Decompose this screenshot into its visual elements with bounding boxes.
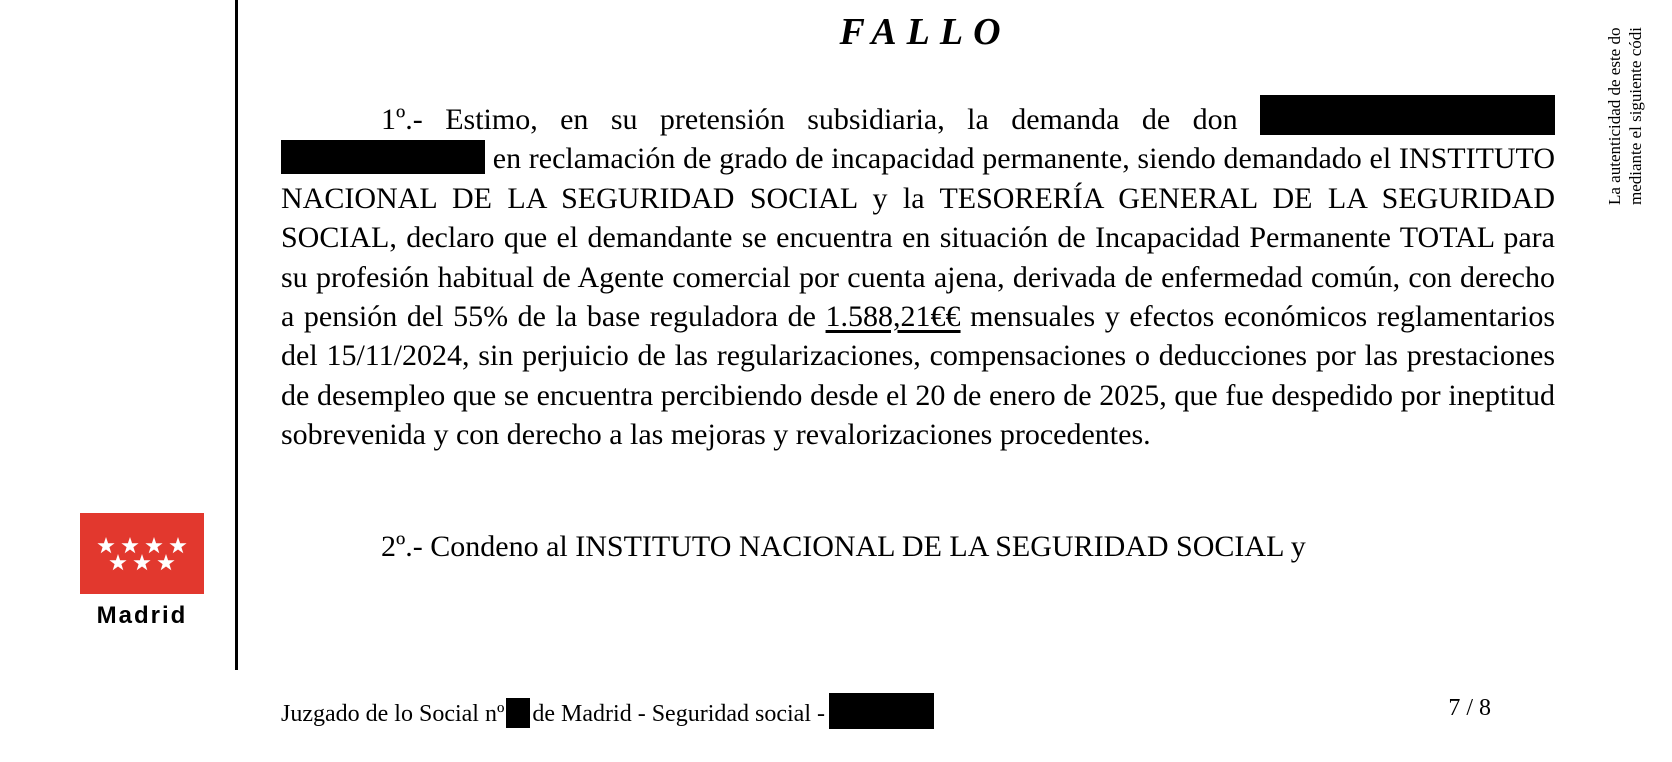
star-icon [145,537,162,553]
star-icon [169,537,186,553]
footer-court-prefix: Juzgado de lo Social nº [281,701,505,727]
margin-rule [235,0,238,670]
paragraph-1-tail: mensuales y efectos económicos reglamentarios del 15/11/2024, sin perjuicio de las regularizaciones, compensaciones o deducciones por las prestaciones de desempleo que se encuentra percibiendo desde el 20 de enero de 2025, que fue despedido por ineptitud sobrevenida y con derecho a las mejoras y revalorizaciones procedentes. [281,300,1556,452]
seven-stars-icon [80,513,204,594]
page-number: 7 / 8 [1448,695,1491,721]
star-icon [109,554,126,570]
paragraph-1-prefix: 1º.- Estimo, en su pretensión subsidiaria, la demanda de don [381,103,1238,136]
redacted-case-number [829,693,934,729]
star-icon [97,537,114,553]
star-icon [133,554,150,570]
redacted-court-number [506,698,530,728]
redacted-name-part-2 [281,140,485,174]
paragraph-1 [281,95,1555,455]
pension-amount: 1.588,21€€ [825,300,961,334]
page-footer [281,693,1491,729]
comunidad-madrid-logo [80,513,204,594]
side-note-line-1: La autenticidad de este do [1605,27,1624,205]
logo-label: Madrid [96,602,188,629]
paragraph-2-text: 2º.- Condeno al INSTITUTO NACIONAL DE LA SEGURIDAD SOCIAL y [381,530,1306,563]
authenticity-side-note [1604,27,1646,205]
side-note-line-2: mediante el siguiente códi [1626,27,1645,205]
redacted-name-part-1 [1260,95,1555,135]
paragraph-1-body: en reclamación de grado de incapacidad permanente, siendo demandado el INSTITUTO NACIONAL DE LA SEGURIDAD SOCIAL y la TESORERÍA GENERAL DE LA SEGURIDAD SOCIAL, declaro que el demandante se encuentra en situación de Incapacidad Permanente TOTAL para su profesión habitual de Agente comercial por cuenta ajena, derivada de enfermedad común, con derecho a pensión del 55% de la base reguladora de [281,142,1556,334]
star-icon [121,537,138,553]
paragraph-2 [281,527,1555,566]
section-heading: FALLO [839,11,1011,53]
star-icon [157,554,174,570]
footer-court-middle: de Madrid - Seguridad social - [532,701,825,727]
